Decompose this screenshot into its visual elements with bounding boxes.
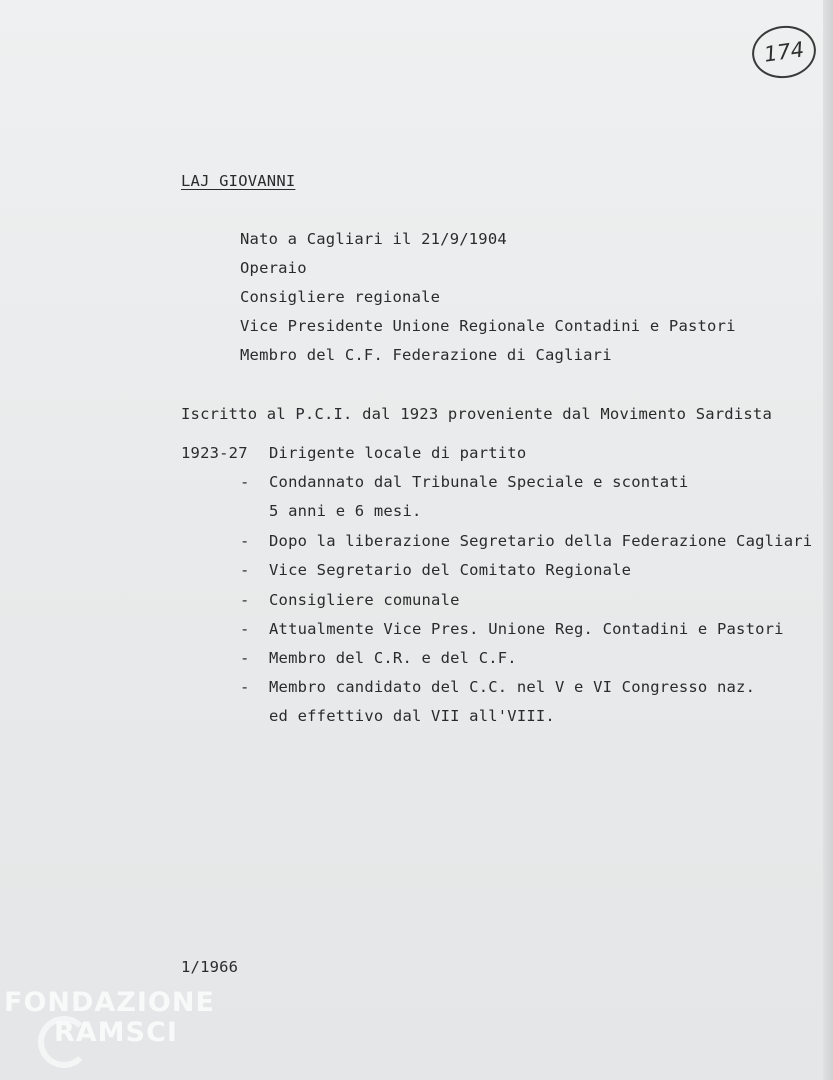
occupation-line: Operaio bbox=[240, 259, 307, 277]
list-item: Membro del C.R. e del C.F. bbox=[269, 649, 517, 667]
list-item: Vice Segretario del Comitato Regionale bbox=[269, 561, 632, 579]
list-dash: - bbox=[240, 620, 250, 638]
document-title: LAJ GIOVANNI bbox=[181, 172, 296, 190]
list-item: Condannato dal Tribunale Speciale e scontati bbox=[269, 473, 689, 491]
list-item-continuation: ed effettivo dal VII all'VIII. bbox=[269, 707, 555, 725]
list-item: Dopo la liberazione Segretario della Federazione Cagliari bbox=[269, 532, 813, 550]
watermark-g-logo-icon bbox=[38, 1016, 90, 1068]
list-item: Membro candidato del C.C. nel V e VI Congresso naz. bbox=[269, 678, 756, 696]
membership-line: Iscritto al P.C.I. dal 1923 proveniente dal Movimento Sardista bbox=[181, 405, 772, 423]
list-item: Consigliere comunale bbox=[269, 591, 460, 609]
page-number-stamp: 174 bbox=[749, 22, 820, 82]
watermark-line1: FONDAZIONE bbox=[4, 987, 215, 1018]
birth-line: Nato a Cagliari il 21/9/1904 bbox=[240, 230, 507, 248]
list-item-continuation: 5 anni e 6 mesi. bbox=[269, 502, 422, 520]
list-dash: - bbox=[240, 561, 250, 579]
role-line: Consigliere regionale bbox=[240, 288, 441, 306]
list-dash: - bbox=[240, 532, 250, 550]
document-date: 1/1966 bbox=[181, 958, 239, 976]
list-dash: - bbox=[240, 678, 250, 696]
page-edge bbox=[823, 0, 833, 1080]
list-item: Attualmente Vice Pres. Unione Reg. Contadini e Pastori bbox=[269, 620, 784, 638]
federation-member-line: Membro del C.F. Federazione di Cagliari bbox=[240, 346, 612, 364]
list-dash: - bbox=[240, 649, 250, 667]
career-year-label: 1923-27 bbox=[181, 444, 248, 462]
vice-president-line: Vice Presidente Unione Regionale Contadini e Pastori bbox=[240, 317, 736, 335]
career-first-item: Dirigente locale di partito bbox=[269, 444, 527, 462]
list-dash: - bbox=[240, 473, 250, 491]
list-dash: - bbox=[240, 591, 250, 609]
watermark-line2: RAMSCI bbox=[54, 1017, 178, 1048]
fondazione-gramsci-watermark bbox=[4, 988, 215, 1048]
